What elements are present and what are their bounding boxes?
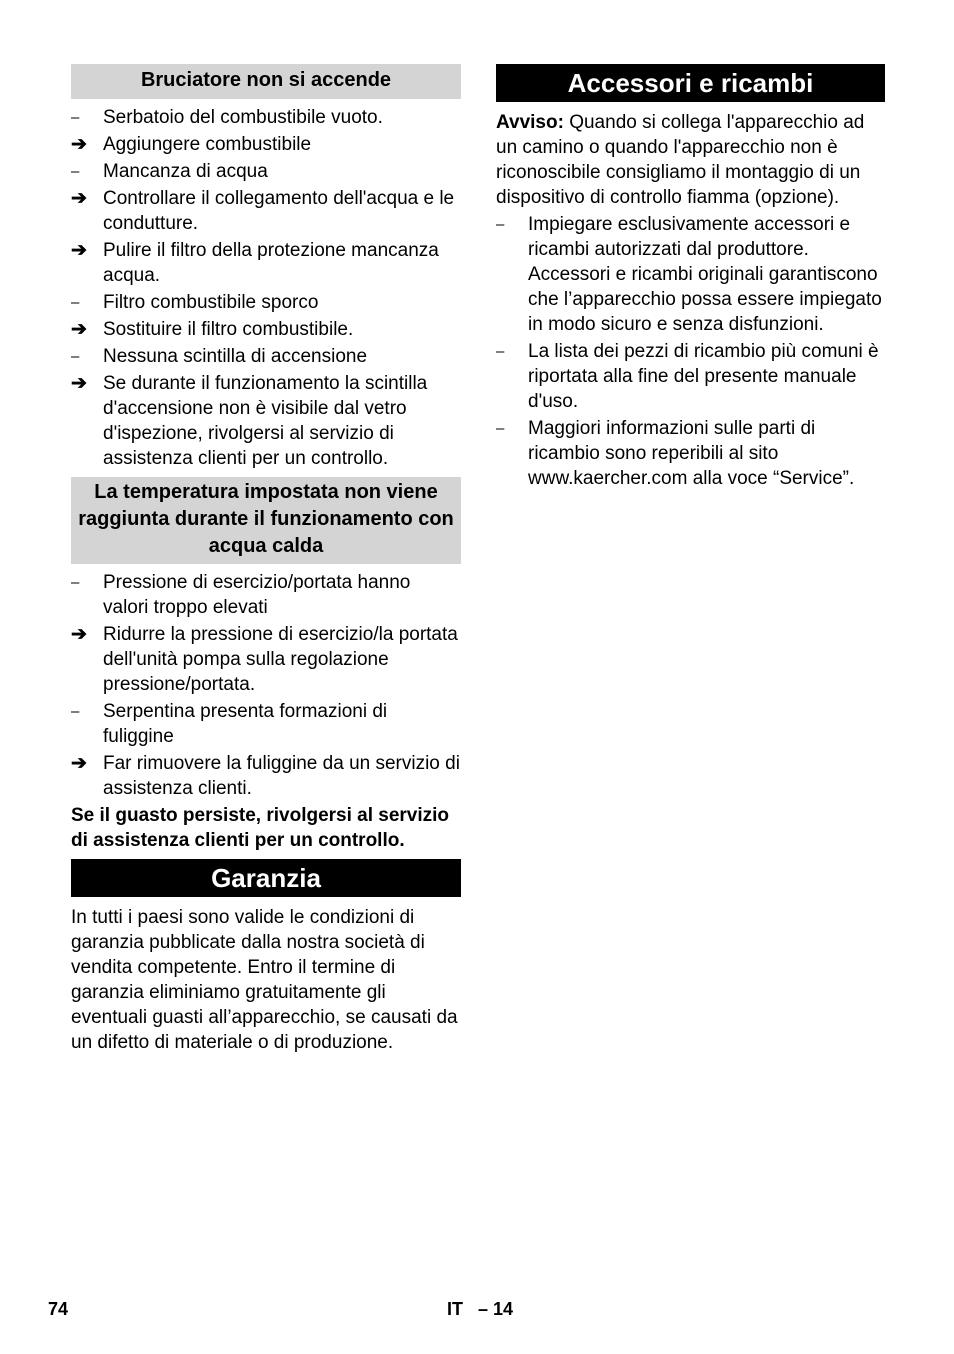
- dash-bullet: –: [71, 703, 80, 720]
- arrow-icon: ➔: [71, 319, 87, 340]
- dash-bullet: –: [71, 294, 80, 311]
- arrow-icon: ➔: [71, 624, 87, 645]
- list-item-text: Nessuna scintilla di accensione: [103, 346, 368, 367]
- list-item-text: Ridurre la pressione di esercizio/la portata dell'unità pompa sulla regolazione pressione/portata.: [103, 624, 458, 695]
- warranty-text: In tutti i paesi sono valide le condizioni di garanzia pubblicate dalla nostra società di vendita competente. Entro il termine di garanzia eliminiamo gratuitamente gli eventuali guasti all’apparecchio, se causati da un difetto di materiale o di produzione.: [71, 907, 458, 1053]
- notice-text: Quando si collega l'apparecchio ad un camino o quando l'apparecchio non è riconoscibile consigliamo il montaggio di un dispositivo di controllo fiamma (opzione).: [496, 112, 865, 208]
- list-item-text: Aggiungere combustibile: [103, 134, 312, 155]
- section-heading-temperature: La temperatura impostata non viene raggiunta durante il funzionamento con acqua calda: [71, 477, 461, 564]
- temperature-troubleshooting-list: [71, 570, 461, 801]
- section-heading-warranty: Garanzia: [71, 859, 461, 897]
- burner-troubleshooting-list: [71, 105, 461, 471]
- section-heading-accessories: Accessori e ricambi: [496, 64, 885, 102]
- list-item: [71, 159, 461, 184]
- list-item: [71, 699, 461, 749]
- dash-bullet: –: [71, 109, 80, 126]
- list-item-text: Sostituire il filtro combustibile.: [103, 319, 354, 340]
- list-item-text: Far rimuovere la fuliggine da un servizio di assistenza clienti.: [103, 753, 460, 799]
- list-item: [71, 238, 461, 288]
- dash-bullet: –: [496, 420, 505, 437]
- list-item-text: Impiegare esclusivamente accessori e ricambi autorizzati dal produttore. Accessori e ricambi originali garantiscono che l’apparecchio possa essere impiegato in modo sicuro e senza disfunzioni.: [528, 214, 882, 335]
- list-item: [71, 186, 461, 236]
- arrow-icon: ➔: [71, 188, 87, 209]
- list-item: [71, 317, 461, 342]
- list-item: [496, 212, 885, 337]
- list-item-text: Se durante il funzionamento la scintilla d'accensione non è visibile dal vetro d'ispezione, rivolgersi al servizio di assistenza clienti per un controllo.: [103, 373, 428, 469]
- list-item-text: Mancanza di acqua: [103, 161, 268, 182]
- arrow-icon: ➔: [71, 134, 87, 155]
- list-item-text: Serpentina presenta formazioni di fuliggine: [103, 701, 388, 747]
- list-item: [71, 570, 461, 620]
- list-item: [71, 371, 461, 471]
- list-item: [71, 105, 461, 130]
- list-item-text: Serbatoio del combustibile vuoto.: [103, 107, 383, 128]
- closing-note: Se il guasto persiste, rivolgersi al servizio di assistenza clienti per un controllo.: [71, 805, 450, 851]
- arrow-icon: ➔: [71, 753, 87, 774]
- list-item: [496, 339, 885, 414]
- list-item: [71, 344, 461, 369]
- dash-bullet: –: [71, 348, 80, 365]
- list-item: [71, 751, 461, 801]
- dash-bullet: –: [496, 216, 505, 233]
- list-item-text: Pressione di esercizio/portata hanno valori troppo elevati: [103, 572, 411, 618]
- list-item: [71, 132, 461, 157]
- dash-bullet: –: [71, 163, 80, 180]
- dash-bullet: –: [71, 574, 80, 591]
- arrow-icon: ➔: [71, 240, 87, 261]
- left-column: [71, 64, 461, 1055]
- list-item: [71, 290, 461, 315]
- list-item: [71, 622, 461, 697]
- list-item-text: Maggiori informazioni sulle parti di ricambio sono reperibili al sito www.kaercher.com alla voce “Service”.: [528, 418, 855, 489]
- list-item: [496, 416, 885, 491]
- notice-label: Avviso:: [496, 112, 564, 133]
- list-item-text: Filtro combustibile sporco: [103, 292, 319, 313]
- list-item-text: Controllare il collegamento dell'acqua e le condutture.: [103, 188, 455, 234]
- footer-language-page: IT – 14: [447, 1299, 514, 1319]
- list-item-text: La lista dei pezzi di ricambio più comuni è riportata alla fine del presente manuale d'uso.: [528, 341, 879, 412]
- accessories-list: [496, 212, 885, 491]
- notice-paragraph: [496, 110, 885, 210]
- footer-page-number: 74: [48, 1299, 69, 1319]
- list-item-text: Pulire il filtro della protezione mancanza acqua.: [103, 240, 439, 286]
- section-heading-burner: Bruciatore non si accende: [71, 64, 461, 99]
- arrow-icon: ➔: [71, 373, 87, 394]
- dash-bullet: –: [496, 343, 505, 360]
- right-column: [496, 64, 885, 493]
